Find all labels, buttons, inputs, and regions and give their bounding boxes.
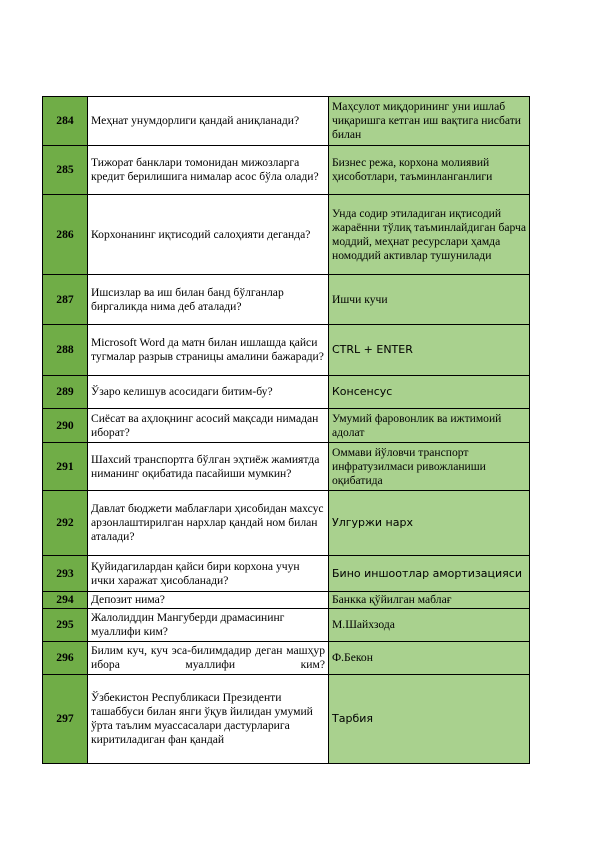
- row-number: 295: [43, 609, 88, 642]
- question-cell: Меҳнат унумдорлиги қандай аниқланади?: [88, 97, 329, 146]
- answer-cell: Бино иншоотлар амортизацияси: [329, 556, 530, 592]
- answer-cell: Улгуржи нарх: [329, 491, 530, 556]
- answer-cell: Тарбия: [329, 675, 530, 764]
- question-cell: Жалолиддин Мангуберди драмасининг муаллифи ким?: [88, 609, 329, 642]
- question-cell: Ўзаро келишув асосидаги битим-бу?: [88, 376, 329, 409]
- row-number: 290: [43, 409, 88, 443]
- question-cell: Ишсизлар ва иш билан банд бўлганлар биргаликда нима деб аталади?: [88, 275, 329, 325]
- answer-cell: Умумий фаровонлик ва ижтимоий адолат: [329, 409, 530, 443]
- table-row: [43, 491, 530, 556]
- row-number: 289: [43, 376, 88, 409]
- row-number: 287: [43, 275, 88, 325]
- table-row: [43, 443, 530, 491]
- row-number: 292: [43, 491, 88, 556]
- question-cell: Депозит нима?: [88, 592, 329, 609]
- row-number: 284: [43, 97, 88, 146]
- table-row: [43, 376, 530, 409]
- answer-cell: Маҳсулот миқдорининг уни ишлаб чиқаришга кетган иш вақтига нисбати билан: [329, 97, 530, 146]
- answer-cell: Консенсус: [329, 376, 530, 409]
- table-row: [43, 97, 530, 146]
- row-number: 288: [43, 325, 88, 376]
- row-number: 297: [43, 675, 88, 764]
- table-row: [43, 592, 530, 609]
- row-number: 286: [43, 195, 88, 275]
- answer-cell: Ишчи кучи: [329, 275, 530, 325]
- answer-cell: CTRL + ENTER: [329, 325, 530, 376]
- question-cell: Microsoft Word да матн билан ишлашда қайси тугмалар разрыв страницы амалини бажаради?: [88, 325, 329, 376]
- table-row: [43, 325, 530, 376]
- row-number: 296: [43, 642, 88, 675]
- answer-cell: Банкка қўйилган маблағ: [329, 592, 530, 609]
- answer-cell: Бизнес режа, корхона молиявий ҳисоботлари, таъминланганлиги: [329, 146, 530, 195]
- answer-cell: Унда содир этиладиган иқтисодий жараённи тўлиқ таъминлайдиган барча моддий, меҳнат ресурслари ҳамда номоддий активлар тушунилади: [329, 195, 530, 275]
- table-row: [43, 642, 530, 675]
- row-number: 285: [43, 146, 88, 195]
- answer-cell: Ф.Бекон: [329, 642, 530, 675]
- question-cell: Сиёсат ва аҳлоқнинг асосий мақсади нимадан иборат?: [88, 409, 329, 443]
- table-row: [43, 195, 530, 275]
- question-cell: Тижорат банклари томонидан мижозларга кредит берилишига нималар асос бўла олади?: [88, 146, 329, 195]
- qa-table: [42, 96, 530, 764]
- row-number: 291: [43, 443, 88, 491]
- question-cell: Шахсий транспортга бўлган эҳтиёж жамиятда ниманинг оқибатида пасайиши мумкин?: [88, 443, 329, 491]
- question-cell: Давлат бюджети маблағлари ҳисобидан махсус арзонлаштирилган нархлар қандай ном билан аталади?: [88, 491, 329, 556]
- question-cell: Қуйидагилардан қайси бири корхона учун ички харажат ҳисобланади?: [88, 556, 329, 592]
- question-cell: Ўзбекистон Республикаси Президенти ташаббуси билан янги ўқув йилидан умумий ўрта таълим муассасалари дастурларига киритиладиган фан қандай: [88, 675, 329, 764]
- answer-cell: М.Шайхзода: [329, 609, 530, 642]
- table-row: [43, 556, 530, 592]
- question-cell: Билим куч, куч эса-билимдадир деган машҳур ибора муаллифи ким?: [88, 642, 329, 675]
- row-number: 294: [43, 592, 88, 609]
- row-number: 293: [43, 556, 88, 592]
- table-row: [43, 275, 530, 325]
- table-row: [43, 609, 530, 642]
- table-row: [43, 675, 530, 764]
- question-cell: Корхонанинг иқтисодий салоҳияти деганда?: [88, 195, 329, 275]
- table-row: [43, 146, 530, 195]
- answer-cell: Оммави йўловчи транспорт инфратузилмаси ривожланиши оқибатида: [329, 443, 530, 491]
- table-row: [43, 409, 530, 443]
